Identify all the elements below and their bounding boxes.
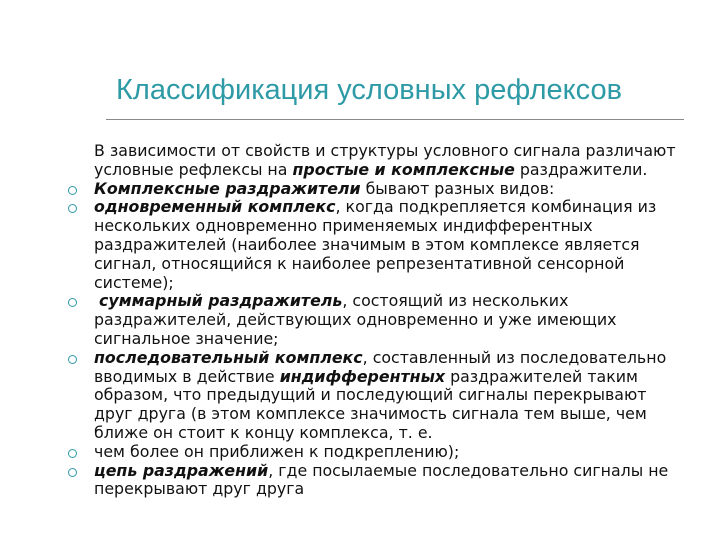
- intro-text-1: В зависимости от свойств и структуры условного сигнала различают условные рефлексы на: [94, 141, 676, 179]
- bullet-item-complex-stimuli: [68, 180, 688, 199]
- intro-emphasis: простые и комплексные: [292, 159, 515, 179]
- circle-bullet-icon: [68, 298, 77, 307]
- bullet-text: бывают разных видов:: [360, 178, 555, 198]
- intro-paragraph: [68, 142, 688, 180]
- bullet-text: , составленный из последовательно вводимых в действие: [94, 347, 667, 386]
- bullet-emphasis: Комплексные раздражители: [94, 178, 361, 198]
- circle-bullet-icon: [68, 355, 77, 364]
- bullet-emphasis-2: индифферентных: [279, 366, 446, 386]
- title-divider: [106, 119, 684, 120]
- bullet-emphasis: последовательный комплекс: [94, 347, 363, 367]
- bullet-emphasis: цепь раздражений: [94, 460, 269, 480]
- bullet-item-sequential-complex: [68, 349, 688, 443]
- bullet-text-2: раздражителей таким образом, что предыдущий и последующий сигналы перекрывают друг друга (в этом комплексе значимость сигнала тем выше, чем ближе он стоит к концу комплекса, т. е.: [94, 366, 647, 442]
- bullet-item-stimulus-chain: [68, 462, 688, 500]
- circle-bullet-icon: [68, 449, 77, 458]
- bullet-text: , где посылаемые последовательно сигналы не перекрывают друг друга: [94, 460, 669, 499]
- circle-bullet-icon: [68, 204, 77, 213]
- bullet-item-simultaneous-complex: [68, 198, 688, 292]
- bullet-text: , когда подкрепляется комбинация из нескольких одновременно применяемых индифферентных раздражителей (наиболее значимым в этом комплексе является сигнал, относящийся к наиболее репрезентативной сенсорной системе);: [94, 197, 657, 292]
- bullet-text: чем более он приближен к подкреплению);: [94, 441, 460, 461]
- bullet-emphasis: суммарный раздражитель: [99, 291, 343, 311]
- circle-bullet-icon: [68, 186, 77, 195]
- slide-body: [68, 142, 688, 499]
- intro-text-2: раздражители.: [514, 159, 648, 179]
- bullet-text: , состоящий из нескольких раздражителей, действующих одновременно и уже имеющих сигнальное значение;: [94, 291, 617, 348]
- bullet-item-reinforcement: [68, 443, 688, 462]
- bullet-emphasis: одновременный комплекс: [94, 197, 336, 217]
- circle-bullet-icon: [68, 468, 77, 477]
- bullet-item-summary-stimulus: [68, 292, 688, 348]
- slide-title: Классификация условных рефлексов: [116, 74, 622, 106]
